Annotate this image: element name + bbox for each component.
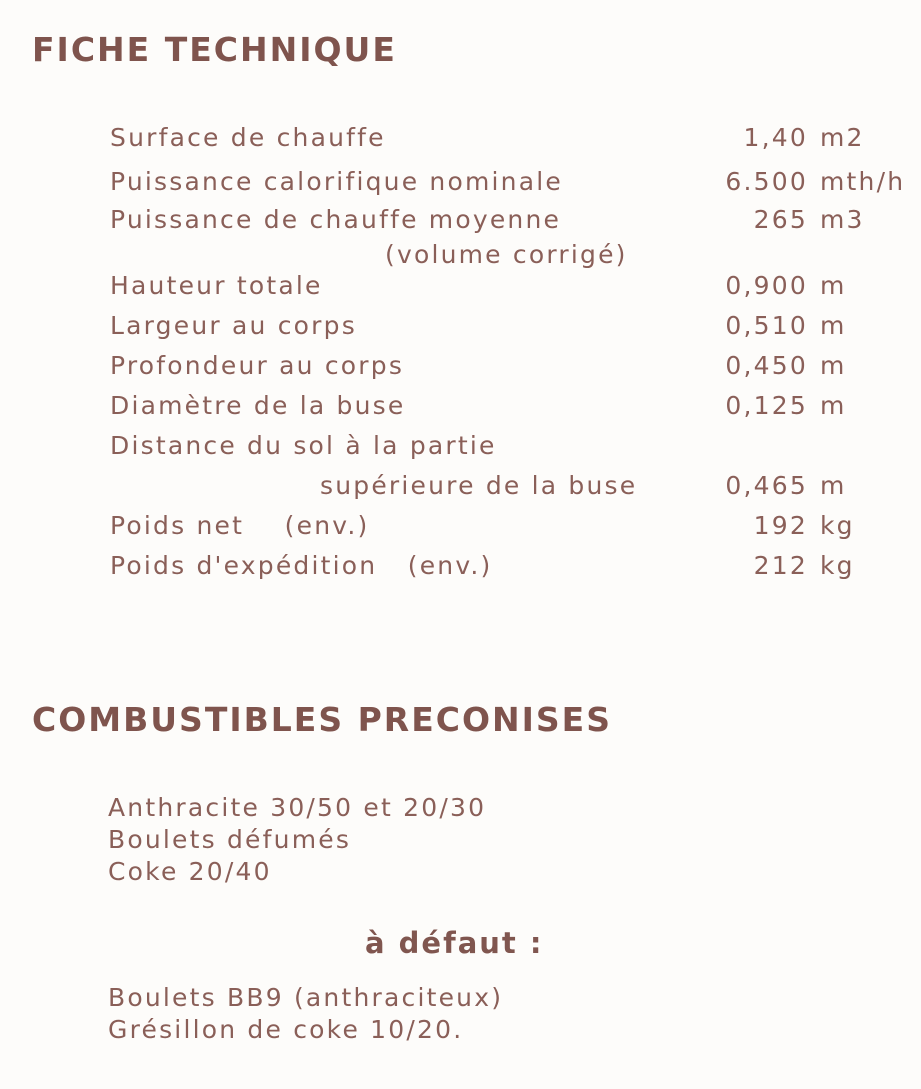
spec-number: 0,125 (725, 391, 808, 420)
spec-unit: m (820, 311, 847, 340)
spec-unit: kg (820, 551, 855, 580)
spec-number: 1,40 (743, 123, 808, 152)
spec-number: 192 (753, 511, 808, 540)
spec-unit: mth/h (820, 167, 906, 196)
fuel-item: Boulets défumés (108, 825, 352, 854)
spec-unit: m3 (820, 205, 865, 234)
spec-number: 0,465 (725, 471, 808, 500)
spec-unit: m (820, 271, 847, 300)
spec-number: 212 (753, 551, 808, 580)
fallback-heading: à défaut : (365, 926, 544, 960)
spec-label: Poids net (env.) (110, 511, 370, 540)
spec-label: (volume corrigé) (385, 240, 628, 269)
spec-label: Poids d'expédition (env.) (110, 551, 493, 580)
spec-label: supérieure de la buse (320, 471, 638, 500)
spec-label: Puissance calorifique nominale (110, 167, 563, 196)
fallback-fuel-item: Grésillon de coke 10/20. (108, 1015, 464, 1044)
spec-label: Puissance de chauffe moyenne (110, 205, 562, 234)
spec-label: Profondeur au corps (110, 351, 405, 380)
fuel-item: Anthracite 30/50 et 20/30 (108, 793, 487, 822)
spec-number: 0,900 (725, 271, 808, 300)
spec-label: Largeur au corps (110, 311, 357, 340)
spec-number: 0,510 (725, 311, 808, 340)
spec-number: 265 (753, 205, 808, 234)
combustibles-heading: COMBUSTIBLES PRECONISES (32, 700, 612, 739)
fuel-item: Coke 20/40 (108, 857, 272, 886)
spec-number: 6.500 (725, 167, 808, 196)
spec-label: Diamètre de la buse (110, 391, 406, 420)
spec-unit: m (820, 471, 847, 500)
spec-unit: m (820, 351, 847, 380)
fallback-fuel-item: Boulets BB9 (anthraciteux) (108, 983, 504, 1012)
fiche-technique-heading: FICHE TECHNIQUE (32, 30, 397, 69)
spec-label: Distance du sol à la partie (110, 431, 497, 460)
spec-unit: m2 (820, 123, 865, 152)
spec-unit: kg (820, 511, 855, 540)
spec-label: Hauteur totale (110, 271, 323, 300)
spec-label: Surface de chauffe (110, 123, 386, 152)
spec-unit: m (820, 391, 847, 420)
spec-number: 0,450 (725, 351, 808, 380)
